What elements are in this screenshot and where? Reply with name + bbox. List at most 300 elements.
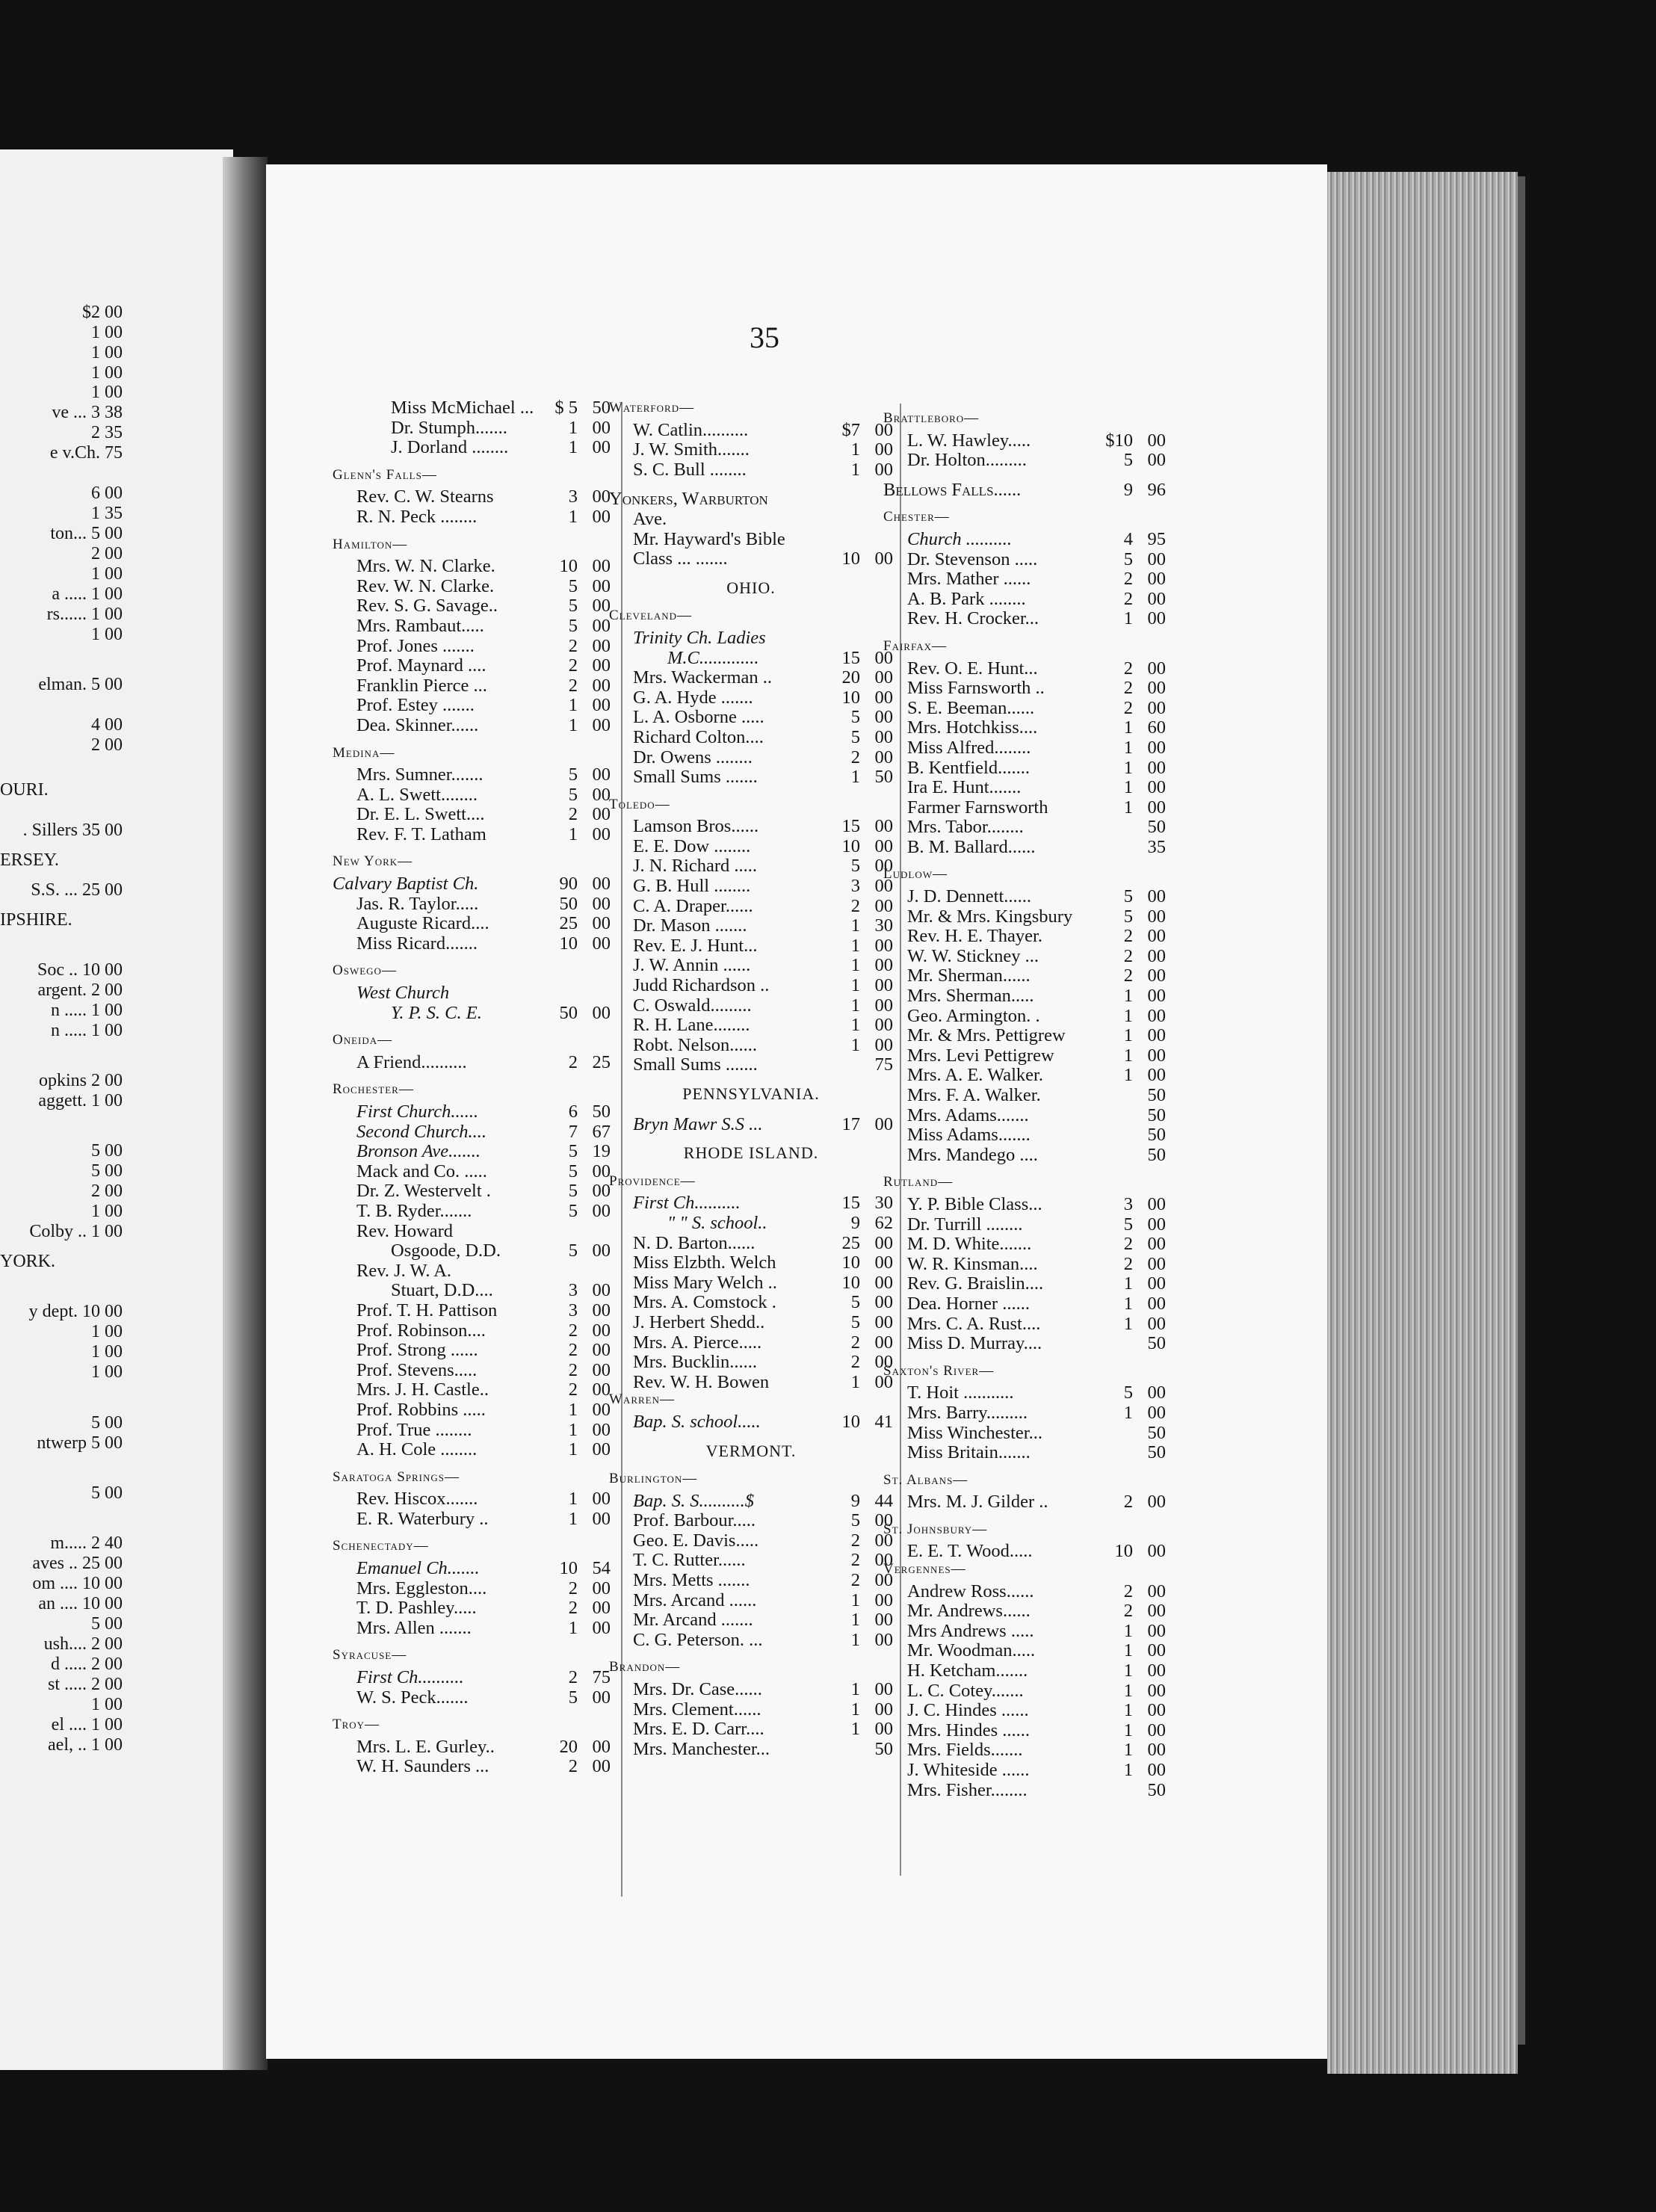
contributor-name: Small Sums ....... — [633, 1054, 758, 1075]
amount-cents: 50 — [1147, 1125, 1166, 1146]
state-heading — [609, 1143, 893, 1164]
contribution-row — [609, 667, 893, 688]
amount-dollars: 1 — [850, 935, 860, 956]
left-page-line: 1 00 — [91, 1695, 123, 1714]
contributor-name: First Ch.......... — [356, 1667, 464, 1688]
amount-dollars: 1 — [568, 1617, 578, 1638]
contribution-row — [333, 1420, 611, 1440]
amount-dollars: 5 — [1123, 1214, 1133, 1235]
contributor-name: Rev. W. N. Clarke. — [356, 575, 495, 596]
amount-dollars: 1 — [1123, 1760, 1133, 1780]
contributor-name: B. Kentfield....... — [907, 757, 1030, 778]
contribution-row — [333, 1558, 611, 1578]
contributor-name: E. R. Waterbury .. — [356, 1508, 489, 1529]
place-heading — [883, 410, 1166, 430]
contributor-name: T. C. Rutter...... — [633, 1550, 746, 1571]
contribution-row — [609, 420, 893, 440]
amount-cents: 00 — [874, 667, 893, 688]
contributor-name: Rev. W. H. Bowen — [633, 1371, 770, 1392]
contributor-name: Miss McMichael ... — [391, 398, 534, 418]
amount-cents: 00 — [592, 1002, 611, 1023]
amount-dollars: 2 — [568, 655, 578, 676]
amount-dollars: 20 — [841, 667, 860, 688]
amount-dollars: 1 — [850, 975, 860, 996]
place-heading — [883, 1561, 1166, 1581]
contribution-row — [883, 777, 1166, 797]
amount-dollars: 3 — [850, 876, 860, 897]
contributor-name: Mrs. Fisher........ — [907, 1779, 1028, 1800]
contribution-row — [883, 1006, 1166, 1026]
amount-dollars: 1 — [850, 439, 860, 460]
amount-dollars: 90 — [559, 874, 578, 895]
amount-cents: 00 — [1147, 1293, 1166, 1314]
contributor-name: Rev. G. Braislin.... — [907, 1273, 1044, 1294]
amount-cents: 00 — [592, 1280, 611, 1301]
contribution-row — [333, 1221, 611, 1241]
amount-dollars: 2 — [850, 1570, 860, 1591]
amount-dollars: 2 — [568, 635, 578, 656]
contribution-row — [333, 715, 611, 735]
contribution-row — [333, 804, 611, 824]
place-heading — [609, 1471, 893, 1491]
amount-cents: 50 — [1147, 1333, 1166, 1354]
contribution-row — [883, 1740, 1166, 1760]
contributor-name: J. Whiteside ...... — [907, 1760, 1030, 1780]
left-page-line: ush.... 2 00 — [43, 1634, 123, 1654]
amount-dollars: 2 — [568, 675, 578, 696]
contributor-name: Prof. Maynard .... — [356, 655, 486, 676]
amount-dollars: 1 — [850, 459, 860, 480]
amount-dollars: 1 — [568, 695, 578, 716]
contributor-name: Mrs Andrews ..... — [907, 1620, 1034, 1641]
contributor-name: Dr. Mason ....... — [633, 915, 747, 936]
amount-cents: 00 — [592, 1359, 611, 1380]
amount-cents: 00 — [1147, 1214, 1166, 1235]
contributor-name: Miss Alfred........ — [907, 737, 1031, 758]
amount-cents: 00 — [592, 1161, 611, 1181]
place-heading — [333, 1538, 611, 1558]
contributor-name: Franklin Pierce ... — [356, 675, 487, 696]
contributor-name: Osgoode, D.D. — [391, 1241, 501, 1261]
contributor-name: J. Herbert Shedd.. — [633, 1312, 765, 1332]
amount-cents: 00 — [1147, 450, 1166, 471]
contributor-name: Mrs. Dr. Case...... — [633, 1679, 762, 1700]
contributor-name: Geo. E. Davis..... — [633, 1530, 759, 1551]
amount-dollars: 5 — [850, 707, 860, 728]
amount-cents: 00 — [874, 549, 893, 569]
place-heading-text: Cleveland— — [609, 608, 692, 624]
place-heading — [609, 1173, 893, 1193]
amount-dollars: 1 — [850, 1699, 860, 1720]
left-page-line: 1 00 — [91, 343, 123, 362]
contribution-row — [883, 1105, 1166, 1125]
left-page-line: n ..... 1 00 — [51, 1001, 123, 1020]
contribution-row — [333, 695, 611, 715]
contribution-row — [333, 764, 611, 785]
left-page-line: 1 00 — [91, 1342, 123, 1362]
amount-cents: 00 — [874, 835, 893, 856]
amount-dollars: 9 — [850, 1212, 860, 1233]
left-page-line: 5 00 — [91, 1483, 123, 1503]
contribution-row — [883, 946, 1166, 966]
contribution-row — [883, 549, 1166, 569]
contribution-row — [609, 1193, 893, 1213]
contribution-row — [609, 1372, 893, 1392]
amount-dollars: 2 — [568, 1756, 578, 1777]
amount-dollars: 1 — [1123, 717, 1133, 738]
contribution-row — [883, 1273, 1166, 1294]
place-heading-text: Oswego— — [333, 963, 397, 979]
amount-dollars: 10 — [559, 556, 578, 577]
left-page-line: 5 00 — [91, 1141, 123, 1161]
left-page-line: IPSHIRE. — [0, 910, 72, 930]
contributor-name: Mrs. Rambaut..... — [356, 615, 484, 636]
contribution-row — [609, 1550, 893, 1570]
place-heading — [333, 1647, 611, 1667]
amount-dollars: 1 — [568, 1489, 578, 1510]
amount-cents: 00 — [1147, 1025, 1166, 1046]
contributor-name: J. W. Smith....... — [633, 439, 750, 460]
contributor-name: Farmer Farnsworth — [907, 797, 1048, 818]
contribution-row — [333, 486, 611, 507]
contribution-row — [883, 986, 1166, 1006]
amount-dollars: 2 — [850, 895, 860, 916]
amount-dollars: 1 — [1123, 608, 1133, 629]
place-heading — [883, 509, 1166, 529]
amount-dollars: 5 — [850, 856, 860, 877]
amount-cents: 00 — [874, 459, 893, 480]
amount-cents: 00 — [592, 1399, 611, 1420]
amount-dollars: $7 — [841, 419, 860, 440]
contribution-row — [883, 1125, 1166, 1145]
amount-cents: 50 — [1147, 1105, 1166, 1125]
place-heading-text: Providence— — [609, 1173, 696, 1189]
amount-cents: 00 — [592, 874, 611, 895]
amount-cents: 00 — [592, 1320, 611, 1341]
contributor-name: Mrs. Sherman..... — [907, 986, 1034, 1007]
contributor-name: Miss Britain....... — [907, 1442, 1031, 1463]
contributor-name: Miss Elzbth. Welch — [633, 1252, 776, 1273]
amount-cents: 00 — [1147, 1680, 1166, 1701]
amount-dollars: 5 — [850, 1292, 860, 1313]
amount-dollars: 5 — [1123, 450, 1133, 471]
contribution-row — [333, 616, 611, 636]
contributor-name: Prof. Jones ....... — [356, 635, 475, 656]
contributor-name: J. N. Richard ..... — [633, 856, 758, 877]
contributor-name: Judd Richardson .. — [633, 975, 770, 996]
amount-cents: 00 — [1147, 697, 1166, 718]
left-page-line: 1 35 — [91, 504, 123, 523]
amount-cents: 00 — [592, 556, 611, 577]
amount-dollars: 1 — [1123, 1700, 1133, 1721]
contributor-name: Mr. Andrews...... — [907, 1601, 1031, 1622]
state-heading-text: VERMONT. — [705, 1441, 797, 1460]
amount-cents: 00 — [874, 707, 893, 728]
contributor-name: Prof. Robbins ..... — [356, 1399, 486, 1420]
contribution-row — [883, 1541, 1166, 1561]
amount-cents: 00 — [1147, 1065, 1166, 1086]
left-page-line: . Sillers 35 00 — [22, 821, 123, 840]
contributor-name: B. M. Ballard...... — [907, 836, 1036, 857]
amount-dollars: 2 — [568, 1340, 578, 1361]
contributor-name: J. W. Annin ...... — [633, 955, 751, 976]
place-heading-text: Saratoga Springs— — [333, 1468, 460, 1485]
contributor-name: Mrs. Adams....... — [907, 1105, 1029, 1125]
contributor-name: W. Catlin.......... — [633, 419, 749, 440]
left-page-line: 1 00 — [91, 1362, 123, 1382]
contribution-row — [883, 817, 1166, 837]
contribution-row — [609, 529, 893, 549]
contribution-row — [333, 1667, 611, 1687]
place-heading-text: Vergennes— — [883, 1561, 966, 1578]
place-heading — [333, 745, 611, 765]
left-page-line: OURI. — [0, 780, 49, 800]
place-heading-text: Warren— — [609, 1391, 675, 1408]
amount-dollars: 1 — [1123, 737, 1133, 758]
contribution-row — [609, 460, 893, 480]
amount-dollars: 1 — [850, 1719, 860, 1740]
contribution-row — [609, 628, 893, 648]
contributor-name: M. D. White....... — [907, 1234, 1032, 1255]
contribution-row — [609, 1054, 893, 1075]
left-page-line: opkins 2 00 — [38, 1071, 123, 1090]
left-page-line: ntwerp 5 00 — [37, 1433, 123, 1453]
contribution-row — [883, 1314, 1166, 1334]
contribution-row — [609, 1332, 893, 1353]
left-page-line: 4 00 — [91, 715, 123, 735]
amount-dollars: 1 — [1123, 1313, 1133, 1334]
place-heading — [609, 400, 893, 420]
amount-cents: 00 — [1147, 1253, 1166, 1274]
contributor-name: C. G. Peterson. ... — [633, 1629, 763, 1650]
contributor-name: Bap. S. S..........$ — [633, 1490, 754, 1511]
amount-dollars: 5 — [1123, 886, 1133, 907]
contributor-name: Y. P. Bible Class... — [907, 1193, 1042, 1214]
contribution-row — [609, 1719, 893, 1739]
amount-dollars: 1 — [1123, 777, 1133, 798]
contribution-row — [333, 1102, 611, 1122]
amount-cents: 50 — [1147, 1779, 1166, 1800]
contribution-row — [333, 1141, 611, 1161]
contribution-row — [333, 556, 611, 576]
contributor-name: First Ch.......... — [633, 1193, 741, 1214]
amount-cents: 00 — [874, 1610, 893, 1631]
left-page-line: S.S. ... 25 00 — [31, 880, 123, 900]
amount-cents: 00 — [1147, 1640, 1166, 1661]
amount-dollars: 2 — [568, 1578, 578, 1598]
amount-dollars: 2 — [1123, 678, 1133, 699]
place-heading — [883, 638, 1166, 658]
contributor-name: Dea. Skinner...... — [356, 714, 479, 735]
contributor-name: Mrs. Barry......... — [907, 1402, 1028, 1423]
amount-dollars: 20 — [559, 1736, 578, 1757]
amount-dollars: 1 — [850, 1015, 860, 1036]
amount-cents: 00 — [1147, 1313, 1166, 1334]
amount-cents: 00 — [1147, 945, 1166, 966]
place-heading — [609, 1659, 893, 1679]
amount-dollars: 1 — [568, 714, 578, 735]
amount-dollars: 1 — [850, 767, 860, 788]
amount-cents: 00 — [1147, 1402, 1166, 1423]
amount-dollars: 1 — [1123, 1005, 1133, 1026]
contribution-row — [609, 1610, 893, 1630]
amount-dollars: 5 — [568, 1161, 578, 1181]
place-heading-text: Rochester— — [333, 1081, 414, 1098]
contribution-row — [883, 1382, 1166, 1403]
contributor-name: Miss Mary Welch .. — [633, 1272, 777, 1293]
contributor-name: Mrs. Arcand ...... — [633, 1590, 757, 1610]
amount-dollars: 2 — [568, 1598, 578, 1619]
contribution-row — [333, 418, 611, 438]
contribution-row — [883, 450, 1166, 470]
amount-dollars: 5 — [1123, 906, 1133, 927]
place-heading-text: St. Johnsbury— — [883, 1521, 988, 1537]
contribution-row — [883, 1442, 1166, 1462]
amount-cents: 00 — [874, 1510, 893, 1531]
contribution-row — [609, 1699, 893, 1720]
contributor-name: M.C............. — [667, 647, 759, 668]
amount-dollars: 5 — [568, 1181, 578, 1202]
place-heading-text: Syracuse— — [333, 1647, 407, 1663]
left-page-line: aggett. 1 00 — [38, 1091, 123, 1110]
amount-cents: 00 — [874, 895, 893, 916]
contributor-name: L. A. Osborne ..... — [633, 707, 764, 728]
contribution-row — [609, 1679, 893, 1699]
amount-dollars: 1 — [850, 1590, 860, 1610]
amount-cents: 00 — [874, 726, 893, 747]
contributor-name: Church .......... — [907, 528, 1012, 549]
contribution-row — [883, 1214, 1166, 1235]
contributor-name: L. C. Cotey....... — [907, 1680, 1024, 1701]
amount-dollars: 5 — [1123, 549, 1133, 569]
amount-cents: 00 — [874, 1679, 893, 1700]
contribution-row — [333, 1578, 611, 1598]
amount-cents: 00 — [1147, 757, 1166, 778]
amount-cents: 00 — [592, 1241, 611, 1261]
contribution-row — [609, 648, 893, 668]
amount-cents: 00 — [874, 856, 893, 877]
amount-cents: 00 — [874, 1252, 893, 1273]
contribution-row — [883, 1423, 1166, 1443]
contributor-name: T. B. Ryder....... — [356, 1200, 472, 1221]
contribution-row — [609, 876, 893, 896]
amount-cents: 67 — [592, 1121, 611, 1142]
left-page-line: YORK. — [0, 1252, 56, 1271]
contribution-row — [333, 655, 611, 676]
contribution-row — [333, 1380, 611, 1400]
contribution-row — [333, 933, 611, 954]
column-2 — [609, 400, 893, 1758]
contribution-row — [609, 1739, 893, 1759]
contributor-name: Small Sums ....... — [633, 767, 758, 788]
amount-cents: 60 — [1147, 717, 1166, 738]
contribution-row — [333, 1687, 611, 1708]
contribution-row — [333, 398, 611, 418]
contributor-name: S. E. Beeman...... — [907, 697, 1035, 718]
amount-cents: 00 — [874, 1550, 893, 1571]
contribution-row — [333, 1756, 611, 1776]
contribution-row — [609, 1252, 893, 1273]
amount-cents: 00 — [1147, 777, 1166, 798]
amount-dollars: 1 — [568, 417, 578, 438]
amount-dollars: 2 — [568, 804, 578, 825]
amount-cents: 50 — [592, 1102, 611, 1122]
contributor-name: Miss Ricard....... — [356, 933, 478, 954]
contribution-row — [333, 1320, 611, 1341]
amount-dollars: 17 — [841, 1113, 860, 1134]
amount-cents: 00 — [1147, 1601, 1166, 1622]
amount-dollars: 5 — [568, 1687, 578, 1708]
amount-dollars: 1 — [1123, 986, 1133, 1007]
contributor-name: Robt. Nelson...... — [633, 1034, 758, 1055]
contributor-name: Mrs. Hotchkiss.... — [907, 717, 1038, 738]
amount-dollars: 1 — [568, 1508, 578, 1529]
place-heading — [333, 963, 611, 983]
amount-cents: 35 — [1147, 836, 1166, 857]
amount-cents: 00 — [592, 1380, 611, 1400]
contributor-name: " " S. school.. — [667, 1212, 767, 1233]
contribution-row — [333, 1618, 611, 1638]
contribution-row — [609, 1412, 893, 1432]
contributor-name: Jas. R. Taylor..... — [356, 893, 479, 914]
place-heading-text: Glenn's Falls— — [333, 466, 437, 483]
contributor-name: Miss D. Murray.... — [907, 1333, 1042, 1354]
contributor-name: Mrs. Mather ...... — [907, 569, 1031, 590]
contributor-name: Mrs. A. E. Walker. — [907, 1065, 1043, 1086]
contributor-name: Dr. Owens ........ — [633, 747, 753, 767]
amount-dollars: 1 — [850, 995, 860, 1016]
contribution-row — [609, 767, 893, 787]
amount-dollars: 1 — [850, 1371, 860, 1392]
state-heading — [609, 578, 893, 599]
amount-cents: 00 — [592, 1617, 611, 1638]
amount-dollars: 2 — [1123, 966, 1133, 986]
contribution-row — [883, 1601, 1166, 1621]
amount-cents: 00 — [1147, 1045, 1166, 1066]
contribution-row — [333, 983, 611, 1003]
contribution-row — [609, 707, 893, 727]
amount-cents: 00 — [1147, 797, 1166, 818]
amount-cents: 50 — [1147, 1144, 1166, 1165]
amount-cents: 00 — [874, 1332, 893, 1353]
amount-dollars: 1 — [1123, 1045, 1133, 1066]
contributor-name: Mrs. J. H. Castle.. — [356, 1380, 489, 1400]
amount-cents: 00 — [874, 687, 893, 708]
left-page-line: 1 00 — [91, 564, 123, 584]
amount-dollars: 10 — [559, 1558, 578, 1579]
contribution-row — [883, 430, 1166, 451]
contribution-row — [883, 1640, 1166, 1660]
place-heading-text: Schenectady— — [333, 1538, 429, 1554]
contributor-name: Geo. Armington. . — [907, 1005, 1040, 1026]
place-heading-text: Troy— — [333, 1717, 380, 1733]
contributor-name: Dr. Holton......... — [907, 450, 1027, 471]
contributor-name: Auguste Ricard.... — [356, 913, 489, 934]
contributor-name: C. Oswald......... — [633, 995, 752, 1016]
contributor-name: Mrs. Fields....... — [907, 1740, 1023, 1761]
contribution-row — [609, 856, 893, 876]
contributor-name: Bellows Falls...... — [883, 479, 1022, 500]
column-1 — [333, 398, 611, 1776]
contributor-name: E. E. Dow ........ — [633, 835, 751, 856]
contribution-row — [609, 1630, 893, 1650]
contribution-row — [333, 913, 611, 933]
amount-cents: 44 — [874, 1490, 893, 1511]
contribution-row — [333, 1201, 611, 1221]
amount-cents: 00 — [874, 1590, 893, 1610]
amount-dollars: 5 — [568, 1141, 578, 1162]
place-heading-text: Medina— — [333, 744, 395, 761]
